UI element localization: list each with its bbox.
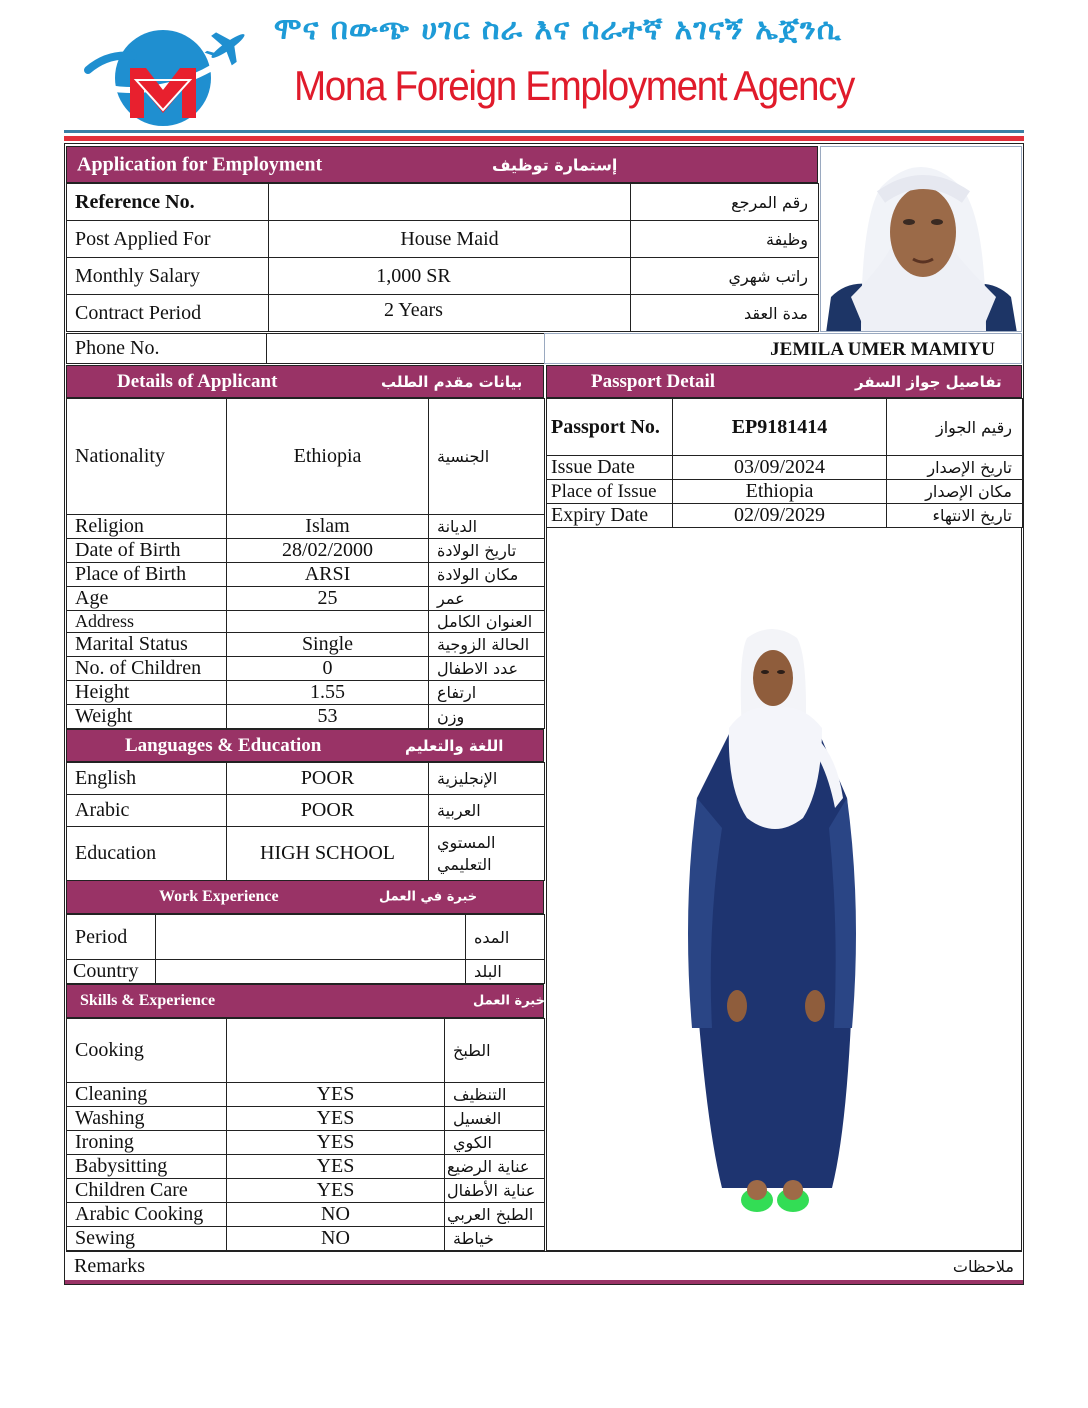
phone-value	[267, 334, 545, 364]
address-value	[227, 611, 429, 633]
babysitting-label-ar: عناية الرضيع	[445, 1155, 545, 1179]
table-row	[67, 563, 545, 587]
post-value: House Maid	[269, 221, 631, 258]
sewing-value: NO	[227, 1227, 445, 1251]
skills-title-ar: خبرة العمل	[473, 993, 545, 1009]
english-label: English	[67, 763, 227, 795]
table-row	[67, 915, 545, 960]
table-row	[547, 456, 1023, 480]
babysitting-value: YES	[227, 1155, 445, 1179]
work-title-band	[66, 880, 544, 914]
table-row	[547, 399, 1023, 456]
passport-table	[546, 398, 1023, 528]
table-row	[67, 515, 545, 539]
arabic-cooking-label: Arabic Cooking	[67, 1203, 227, 1227]
marital-label: Marital Status	[67, 633, 227, 657]
age-label: Age	[67, 587, 227, 611]
table-row	[67, 258, 819, 295]
nationality-label: Nationality	[67, 399, 227, 515]
children-label: No. of Children	[67, 657, 227, 681]
place-of-issue-value: Ethiopia	[673, 480, 887, 504]
arabic-value: POOR	[227, 795, 429, 827]
applicant-portrait-photo	[820, 146, 1022, 332]
applicant-full-body-photo	[546, 528, 1022, 1251]
country-value[interactable]	[156, 960, 466, 984]
pob-label: Place of Birth	[67, 563, 227, 587]
skills-title-band	[66, 984, 544, 1018]
address-label: Address	[67, 611, 227, 633]
cooking-label-ar: الطبخ	[445, 1019, 545, 1083]
children-label-ar: عدد الاطفال	[429, 657, 545, 681]
issue-date-label: Issue Date	[547, 456, 673, 480]
english-label-ar: الإنجليزية	[429, 763, 545, 795]
applicant-name: JEMILA UMER MAMIYU	[544, 333, 1022, 364]
dob-label-ar: تاريخ الولادة	[429, 539, 545, 563]
table-row	[67, 334, 545, 364]
passport-no-label-ar: رقيم الجواز	[887, 399, 1023, 456]
table-row	[67, 763, 545, 795]
expiry-date-label-ar: تاريخ الانتهاء	[887, 504, 1023, 528]
arabic-label-ar: العربية	[429, 795, 545, 827]
table-row	[67, 1155, 545, 1179]
languages-title-band	[66, 729, 544, 762]
children-care-value: YES	[227, 1179, 445, 1203]
table-row	[67, 1179, 545, 1203]
education-label-ar: المستوي التعليمي	[429, 827, 545, 881]
table-row	[67, 221, 819, 258]
table-row	[547, 480, 1023, 504]
place-of-issue-label: Place of Issue	[547, 480, 673, 504]
washing-label-ar: الغسيل	[445, 1107, 545, 1131]
cleaning-label-ar: التنظيف	[445, 1083, 545, 1107]
details-table	[66, 398, 545, 729]
table-row	[67, 657, 545, 681]
washing-value: YES	[227, 1107, 445, 1131]
table-row	[67, 587, 545, 611]
table-row	[67, 1107, 545, 1131]
address-label-ar: العنوان الكامل	[429, 611, 545, 633]
passport-no-label: Passport No.	[547, 399, 673, 456]
table-row	[67, 795, 545, 827]
cooking-label: Cooking	[67, 1019, 227, 1083]
table-row	[67, 611, 545, 633]
dob-label: Date of Birth	[67, 539, 227, 563]
washing-label: Washing	[67, 1107, 227, 1131]
religion-label: Religion	[67, 515, 227, 539]
table-row	[67, 1083, 545, 1107]
work-title: Work Experience	[159, 888, 279, 905]
remarks-label-ar: ملاحظات	[952, 1257, 1014, 1276]
passport-title-band	[546, 365, 1022, 398]
table-row	[67, 1227, 545, 1251]
table-row	[67, 633, 545, 657]
phone-label: Phone No.	[67, 334, 267, 364]
education-value: HIGH SCHOOL	[227, 827, 429, 881]
place-of-issue-label-ar: مكان الإصدار	[887, 480, 1023, 504]
ironing-label: Ironing	[67, 1131, 227, 1155]
languages-title: Languages & Education	[125, 734, 322, 756]
expiry-date-value: 02/09/2029	[673, 504, 887, 528]
nationality-label-ar: الجنسية	[429, 399, 545, 515]
children-value: 0	[227, 657, 429, 681]
details-title-band	[66, 365, 544, 398]
arabic-label: Arabic	[67, 795, 227, 827]
marital-label-ar: الحالة الزوجية	[429, 633, 545, 657]
phone-table	[66, 333, 545, 364]
ironing-value: YES	[227, 1131, 445, 1155]
table-row	[67, 960, 545, 984]
table-row	[67, 681, 545, 705]
weight-value: 53	[227, 705, 429, 729]
header-divider-blue	[64, 130, 1024, 133]
age-label-ar: عمر	[429, 587, 545, 611]
work-table	[66, 914, 545, 984]
salary-label-ar: راتب شهري	[631, 258, 819, 295]
religion-label-ar: الديانة	[429, 515, 545, 539]
reference-label: Reference No.	[67, 184, 269, 221]
marital-value: Single	[227, 633, 429, 657]
passport-title-ar: تفاصيل جواز السفر	[855, 372, 1002, 391]
children-care-label: Children Care	[67, 1179, 227, 1203]
footer-bar	[64, 1280, 1024, 1285]
expiry-date-label: Expiry Date	[547, 504, 673, 528]
english-value: POOR	[227, 763, 429, 795]
cleaning-label: Cleaning	[67, 1083, 227, 1107]
reference-value	[269, 184, 631, 221]
height-value: 1.55	[227, 681, 429, 705]
agency-logo-icon	[78, 18, 258, 128]
agency-name: Mona Foreign Employment Agency	[294, 62, 854, 109]
contract-label-ar: مدة العقد	[631, 295, 819, 332]
height-label-ar: ارتفاع	[429, 681, 545, 705]
arabic-cooking-value: NO	[227, 1203, 445, 1227]
application-table	[66, 183, 819, 332]
issue-date-label-ar: تاريخ الإصدار	[887, 456, 1023, 480]
table-row	[67, 399, 545, 515]
contract-value: 2 Years	[269, 295, 631, 332]
skills-table	[66, 1018, 545, 1251]
remarks-row	[66, 1251, 1022, 1281]
country-label: Country	[67, 960, 156, 984]
agency-name-amharic: ሞና በውጭ ሀገር ስራ እና ሰራተኛ አገናኝ ኤጀንሲ	[274, 12, 842, 47]
languages-table	[66, 762, 545, 881]
table-row	[67, 705, 545, 729]
salary-value: 1,000 SR	[269, 258, 631, 295]
table-row	[547, 504, 1023, 528]
salary-label: Monthly Salary	[67, 258, 269, 295]
education-label: Education	[67, 827, 227, 881]
skills-title: Skills & Experience	[80, 992, 216, 1009]
religion-value: Islam	[227, 515, 429, 539]
period-value[interactable]	[156, 915, 466, 960]
country-label-ar: البلد	[466, 960, 545, 984]
weight-label-ar: وزن	[429, 705, 545, 729]
children-care-label-ar: عناية الأطفال	[445, 1179, 545, 1203]
pob-value: ARSI	[227, 563, 429, 587]
post-label-ar: وظيفة	[631, 221, 819, 258]
arabic-cooking-label-ar: الطبخ العربي	[445, 1203, 545, 1227]
passport-no-value: EP9181414	[673, 399, 887, 456]
application-title-band	[66, 146, 818, 183]
remarks-label: Remarks	[74, 1255, 146, 1277]
sewing-label: Sewing	[67, 1227, 227, 1251]
table-row	[67, 1019, 545, 1083]
dob-value: 28/02/2000	[227, 539, 429, 563]
sewing-label-ar: خياطة	[445, 1227, 545, 1251]
reference-label-ar: رقم المرجع	[631, 184, 819, 221]
contract-label: Contract Period	[67, 295, 269, 332]
cleaning-value: YES	[227, 1083, 445, 1107]
work-title-ar: خبرة في العمل	[379, 889, 478, 905]
table-row	[67, 1203, 545, 1227]
pob-label-ar: مكان الولادة	[429, 563, 545, 587]
issue-date-value: 03/09/2024	[673, 456, 887, 480]
table-row	[67, 827, 545, 881]
header-divider-red	[64, 136, 1024, 141]
application-title: Application for Employment	[77, 153, 323, 175]
details-title: Details of Applicant	[117, 370, 278, 392]
weight-label: Weight	[67, 705, 227, 729]
agency-header	[64, 0, 1024, 140]
application-title-ar: إستمارة توظيف	[492, 155, 618, 174]
table-row	[67, 184, 819, 221]
height-label: Height	[67, 681, 227, 705]
period-label: Period	[67, 915, 156, 960]
passport-title: Passport Detail	[591, 370, 716, 392]
cooking-value	[227, 1019, 445, 1083]
period-label-ar: المده	[466, 915, 545, 960]
nationality-value: Ethiopia	[227, 399, 429, 515]
table-row	[67, 1131, 545, 1155]
languages-title-ar: اللغة والتعليم	[405, 736, 504, 755]
babysitting-label: Babysitting	[67, 1155, 227, 1179]
table-row	[67, 295, 819, 332]
post-label: Post Applied For	[67, 221, 269, 258]
age-value: 25	[227, 587, 429, 611]
table-row	[67, 539, 545, 563]
details-title-ar: بيانات مقدم الطلب	[381, 372, 523, 391]
ironing-label-ar: الكوي	[445, 1131, 545, 1155]
